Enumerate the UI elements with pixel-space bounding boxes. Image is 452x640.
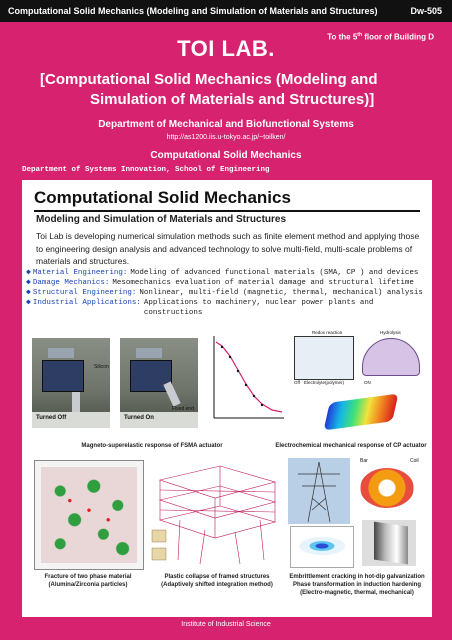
lab-name: TOI LAB. xyxy=(177,36,275,61)
content-panel xyxy=(22,180,432,617)
response-curve-plot xyxy=(202,330,287,430)
framed-structure-image xyxy=(150,460,280,568)
topic-label: Industrial Applications: xyxy=(32,299,141,307)
caption-plastic xyxy=(152,573,282,589)
tower-image xyxy=(288,458,350,524)
topic-label: Material Engineering: xyxy=(32,269,128,277)
panel-subtitle: Modeling and Simulation of Materials and Structures xyxy=(36,214,287,225)
floor-sup: th xyxy=(357,32,363,38)
department-secondary: Department of Systems Innovation, School of Engineering xyxy=(22,166,270,174)
diamond-icon: ◆ xyxy=(26,278,31,287)
subtitle-line1: [Computational Solid Mechanics (Modeling and xyxy=(40,71,378,88)
lab-url[interactable]: http://as1200.iis.u-tokyo.ac.jp/~toilken/ xyxy=(166,134,286,141)
department: Department of Mechanical and Biofunctional Systems xyxy=(98,119,354,130)
label-bar: Bar xyxy=(360,458,368,464)
footer-institute: Institute of Industrial Science xyxy=(181,621,271,628)
topic-label: Structural Engineering: xyxy=(32,289,137,297)
caption-embrittle-1: Embrittlement cracking in hot-dip galvanization xyxy=(289,574,425,580)
sky-bg xyxy=(288,458,350,524)
header-title: Computational Solid Mechanics (Modeling and Simulation of Materials and Structures) xyxy=(8,6,378,16)
subtitle-line2: Simulation of Materials and Structures)] xyxy=(90,91,375,108)
header-bar xyxy=(0,0,452,22)
cp-deformation-plot xyxy=(322,390,402,434)
cp-diagram xyxy=(292,330,424,388)
panel-description: Toi Lab is developing numerical simulation methods such as finite element method and applying those to engineering design analysis and advanced technology to solve multi-field, multi-scale problems of materials and structures. xyxy=(36,231,420,266)
caption-fsma: Magneto-superelastic response of FSMA actuator xyxy=(81,443,223,449)
thermal-plot xyxy=(290,526,354,568)
label-fixed-end: Fixed end xyxy=(172,406,194,412)
floor-prefix: To the 5 xyxy=(327,32,358,42)
frame-members xyxy=(160,466,275,564)
caption-fracture-2: (Alumina/Zirconia particles) xyxy=(48,582,128,588)
caption-fracture xyxy=(26,573,150,589)
group-name: Computational Solid Mechanics xyxy=(150,150,302,161)
topic-text: Modeling of advanced functional materials (SMA, CP ) and devices xyxy=(130,269,419,277)
photo-label-off: Turned Off xyxy=(36,415,67,421)
label-silicon: Silicon xyxy=(94,364,109,370)
diamond-icon: ◆ xyxy=(26,298,31,307)
label-electrolyte: Electrolyte(polymer) xyxy=(304,380,345,385)
label-hydrolysis: Hydrolysis xyxy=(380,330,401,335)
caption-plastic-2: (Adaptively shifted integration method) xyxy=(161,582,273,588)
fsma-photo-off xyxy=(32,338,110,428)
label-on-diagram: ON xyxy=(364,380,371,385)
label-redox: Redox reaction xyxy=(312,330,343,335)
topic-item xyxy=(26,278,426,288)
caption-cp: Electrochemical mechanical response of CP actuator xyxy=(275,443,427,449)
room-number: Dw-505 xyxy=(410,6,442,16)
caption-fracture-1: Fracture of two phase material xyxy=(44,574,132,580)
field-plot xyxy=(362,520,416,566)
topic-text: Mesomechanics evaluation of material damage and structural lifetime xyxy=(112,279,414,287)
diamond-icon: ◆ xyxy=(26,268,31,277)
topic-text: Applications to machinery, nuclear power plants and constructions xyxy=(143,299,374,317)
label-off-diagram: Off xyxy=(294,380,300,385)
lab-subtitle xyxy=(40,70,420,110)
frame-insets xyxy=(152,530,166,560)
fracture-image xyxy=(34,460,144,570)
caption-plastic-1: Plastic collapse of framed structures xyxy=(164,574,270,580)
induction-diagram xyxy=(352,456,428,516)
topic-label: Damage Mechanics: xyxy=(32,279,110,287)
topic-item xyxy=(26,268,426,278)
fsma-photo-on xyxy=(120,338,198,428)
floor-suffix: floor of Building D xyxy=(362,32,434,42)
topic-item xyxy=(26,298,426,318)
photo-label-on: Turned On xyxy=(124,415,154,421)
topic-text: Nonlinear, multi-field (magnetic, thermal, mechanical) analysis xyxy=(139,289,423,297)
topic-item xyxy=(26,288,426,298)
caption-embrittlement xyxy=(282,573,432,597)
caption-embrittle-2: Phase transformation in induction hardening xyxy=(292,582,421,588)
plot-bg xyxy=(202,330,287,430)
caption-embrittle-3: (Electro-magnetic, thermal, mechanical) xyxy=(300,590,414,596)
diamond-icon: ◆ xyxy=(26,288,31,297)
panel-title: Computational Solid Mechanics xyxy=(34,188,291,207)
label-coil: Coil xyxy=(410,458,419,464)
research-topics xyxy=(26,268,426,318)
title-divider xyxy=(34,210,420,212)
